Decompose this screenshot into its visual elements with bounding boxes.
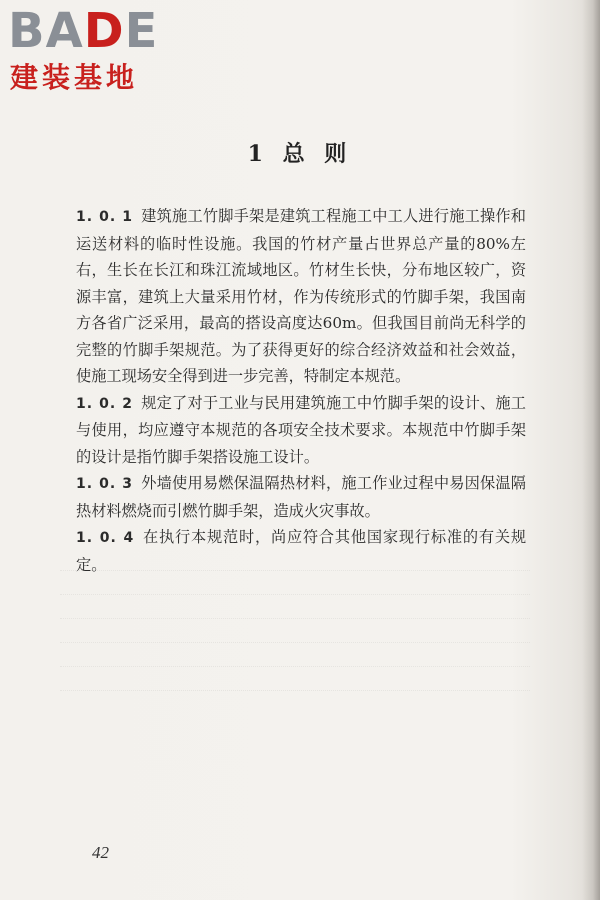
logo-wordmark-suffix: E — [124, 3, 159, 59]
page-edge-shadow — [582, 0, 600, 900]
bleed-through-lines — [60, 570, 530, 714]
logo-subtitle: 建装基地 — [10, 61, 139, 94]
clause-number: 1. 0. 4 — [76, 530, 135, 546]
clause-text: 外墙使用易燃保温隔热材料，施工作业过程中易因保温隔热材料燃烧而引燃竹脚手架，造成火灾事故。 — [76, 474, 526, 520]
clause-1-0-4 — [76, 524, 526, 578]
chapter-body — [76, 203, 526, 578]
clause-1-0-2 — [76, 390, 526, 471]
clause-number: 1. 0. 2 — [76, 395, 134, 412]
logo-wordmark-prefix: BA — [8, 3, 84, 59]
clause-text: 建筑施工竹脚手架是建筑工程施工中工人进行施工操作和运送材料的临时性设施。我国的竹材产量占世界总产量的80%左右，生长在长江和珠江流域地区。竹材生长快，分布地区较广，资源丰富，建筑上大量采用竹材，作为传统形式的竹脚手架，我国南方各省广泛采用，最高的搭设高度达60m。但我国目前尚无科学的完整的竹脚手架规范。为了获得更好的综合经济效益和社会效益，使施工现场安全得到进一步完善，特制定本规范。 — [76, 207, 526, 385]
bade-logo — [8, 4, 178, 96]
clause-1-0-1 — [76, 203, 526, 390]
logo-wordmark — [8, 4, 158, 58]
clause-number: 1. 0. 3 — [76, 476, 134, 492]
logo-wordmark-accent: D — [83, 3, 125, 59]
clause-text: 在执行本规范时，尚应符合其他国家现行标准的有关规定。 — [76, 528, 527, 574]
clause-1-0-3 — [76, 470, 526, 524]
chapter-title: 1 总 则 — [247, 141, 353, 167]
clause-number: 1. 0. 1 — [76, 209, 134, 225]
page-number: 42 — [92, 843, 109, 862]
clause-text: 规定了对于工业与民用建筑施工中竹脚手架的设计、施工与使用，均应遵守本规范的各项安全技术要求。本规范中竹脚手架的设计是指竹脚手架搭设施工设计。 — [76, 393, 526, 466]
